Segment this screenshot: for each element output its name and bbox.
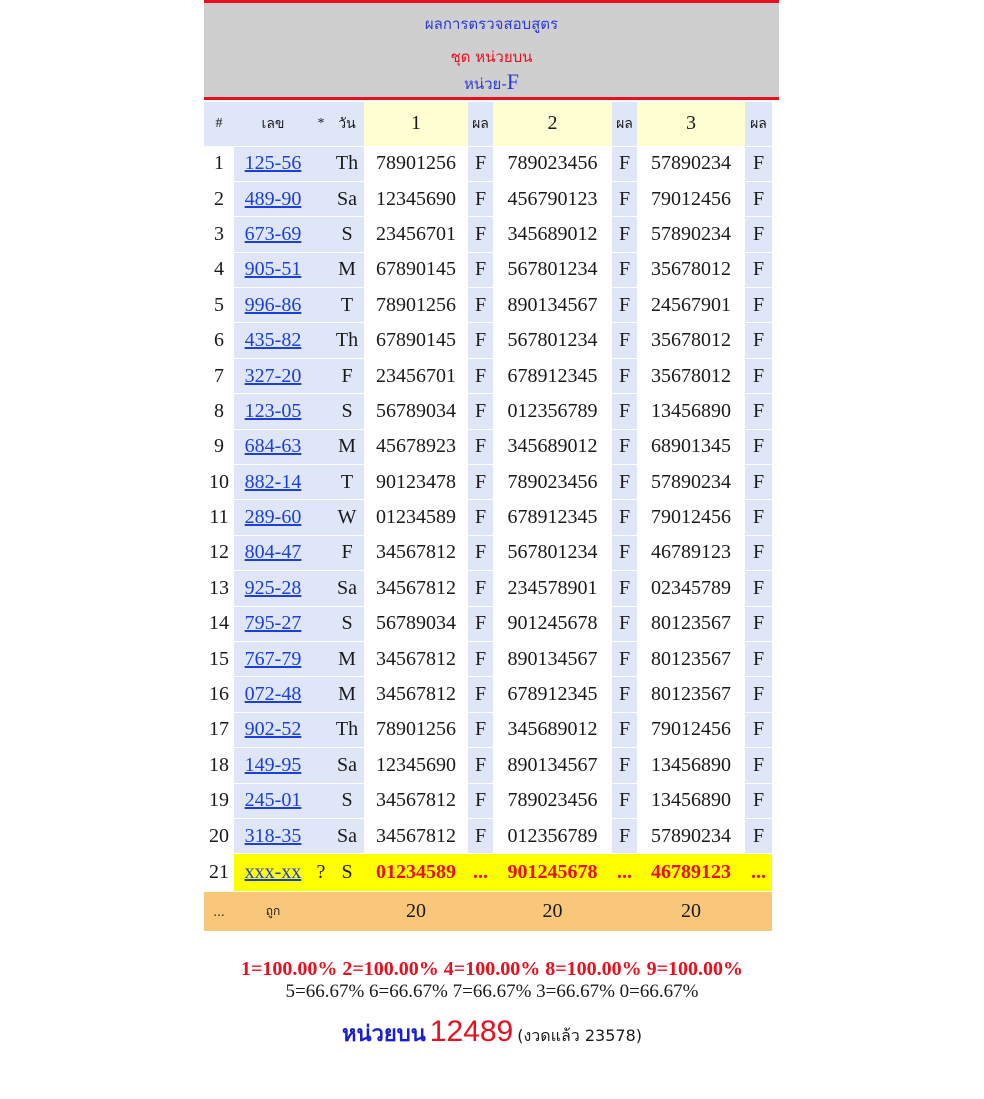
- previous-draw: (งวดแล้ว 23578): [517, 1026, 642, 1045]
- row-result-1: F: [468, 677, 493, 712]
- row-result-3: F: [745, 146, 772, 181]
- row-set-1: 23456701: [364, 358, 468, 393]
- row-set-2: 012356789: [493, 394, 612, 429]
- row-result-1: F: [468, 783, 493, 818]
- row-star: [312, 394, 330, 429]
- row-star: [312, 181, 330, 216]
- row-number: [234, 429, 312, 464]
- row-set-2: 678912345: [493, 358, 612, 393]
- row-day: S: [330, 217, 364, 252]
- table-row: [204, 394, 772, 429]
- table-row: [204, 712, 772, 747]
- row-star: [312, 465, 330, 500]
- number-link[interactable]: 149-95: [244, 753, 302, 776]
- row-result-2: F: [612, 217, 637, 252]
- number-link[interactable]: 123-05: [244, 399, 302, 422]
- row-result-3: ...: [745, 854, 772, 892]
- hit-rate-secondary: 5=66.67% 6=66.67% 7=66.67% 3=66.67% 0=66.67%: [285, 981, 699, 1002]
- row-index: 7: [204, 358, 234, 393]
- row-set-1: 78901256: [364, 288, 468, 323]
- number-link[interactable]: 795-27: [244, 612, 302, 635]
- row-result-2: ...: [612, 854, 637, 892]
- row-result-2: F: [612, 252, 637, 287]
- table-header-row: [204, 102, 772, 146]
- row-star: [312, 217, 330, 252]
- row-index: 15: [204, 641, 234, 676]
- row-day: T: [330, 288, 364, 323]
- unit-result: [0, 1015, 984, 1051]
- row-day: S: [330, 606, 364, 641]
- row-set-3: 35678012: [637, 323, 745, 358]
- row-index: 12: [204, 535, 234, 570]
- row-day: Sa: [330, 571, 364, 606]
- col-header-index: #: [204, 102, 234, 146]
- row-set-3: 13456890: [637, 783, 745, 818]
- row-result-1: F: [468, 748, 493, 783]
- row-day: S: [330, 854, 364, 892]
- row-result-3: F: [745, 217, 772, 252]
- results-table: [204, 102, 772, 932]
- row-set-2: 678912345: [493, 500, 612, 535]
- row-result-1: F: [468, 606, 493, 641]
- row-set-1: 34567812: [364, 641, 468, 676]
- number-link[interactable]: 318-35: [244, 824, 302, 847]
- row-set-3: 68901345: [637, 429, 745, 464]
- totals-row: [204, 892, 772, 932]
- row-set-1: 34567812: [364, 677, 468, 712]
- row-result-2: F: [612, 500, 637, 535]
- row-star: [312, 748, 330, 783]
- number-link[interactable]: 905-51: [244, 258, 302, 281]
- row-result-1: ...: [468, 854, 493, 892]
- row-day: Th: [330, 712, 364, 747]
- row-result-2: F: [612, 429, 637, 464]
- row-result-3: F: [745, 500, 772, 535]
- row-index: 4: [204, 252, 234, 287]
- row-set-3: 24567901: [637, 288, 745, 323]
- col-header-day: วัน: [330, 102, 364, 146]
- row-index: 10: [204, 465, 234, 500]
- row-result-1: F: [468, 146, 493, 181]
- row-set-1: 56789034: [364, 606, 468, 641]
- row-result-2: F: [612, 818, 637, 853]
- row-result-2: F: [612, 748, 637, 783]
- row-set-2: 234578901: [493, 571, 612, 606]
- header-panel: [204, 0, 779, 100]
- table-row: [204, 146, 772, 181]
- row-index: 9: [204, 429, 234, 464]
- row-set-1: 01234589: [364, 854, 468, 892]
- table-row: [204, 181, 772, 216]
- table-row: [204, 606, 772, 641]
- row-result-2: F: [612, 465, 637, 500]
- row-result-2: F: [612, 712, 637, 747]
- row-result-2: F: [612, 535, 637, 570]
- row-set-3: 35678012: [637, 358, 745, 393]
- row-result-1: F: [468, 500, 493, 535]
- row-star: [312, 606, 330, 641]
- totals-blank: [330, 892, 364, 932]
- col-header-set-3: 3: [637, 102, 745, 146]
- totals-blank: [612, 892, 637, 932]
- row-number: [234, 606, 312, 641]
- row-result-2: F: [612, 606, 637, 641]
- row-day: M: [330, 252, 364, 287]
- row-result-2: F: [612, 358, 637, 393]
- row-number: [234, 677, 312, 712]
- row-number: [234, 641, 312, 676]
- totals-set-3: 20: [637, 892, 745, 932]
- row-set-1: 23456701: [364, 217, 468, 252]
- table-row: [204, 500, 772, 535]
- row-set-3: 57890234: [637, 465, 745, 500]
- row-set-2: 567801234: [493, 323, 612, 358]
- row-set-2: 901245678: [493, 606, 612, 641]
- row-number: [234, 358, 312, 393]
- row-number: [234, 854, 312, 892]
- row-day: T: [330, 465, 364, 500]
- row-result-2: F: [612, 323, 637, 358]
- row-star: [312, 252, 330, 287]
- row-set-1: 56789034: [364, 394, 468, 429]
- row-set-1: 34567812: [364, 783, 468, 818]
- table-row: [204, 783, 772, 818]
- row-star: [312, 818, 330, 853]
- row-number: [234, 394, 312, 429]
- row-index: 11: [204, 500, 234, 535]
- col-header-result-2: ผล: [612, 102, 637, 146]
- row-star: [312, 641, 330, 676]
- row-result-2: F: [612, 641, 637, 676]
- number-link[interactable]: 996-86: [244, 293, 302, 316]
- col-header-set-1: 1: [364, 102, 468, 146]
- number-link[interactable]: 327-20: [244, 364, 302, 387]
- row-result-2: F: [612, 288, 637, 323]
- col-header-star: *: [312, 102, 330, 146]
- row-set-3: 57890234: [637, 818, 745, 853]
- table-row: [204, 217, 772, 252]
- row-result-1: F: [468, 252, 493, 287]
- row-result-3: F: [745, 641, 772, 676]
- row-number: [234, 323, 312, 358]
- row-day: W: [330, 500, 364, 535]
- col-header-set-2: 2: [493, 102, 612, 146]
- row-index: 1: [204, 146, 234, 181]
- row-result-1: F: [468, 429, 493, 464]
- row-set-3: 80123567: [637, 677, 745, 712]
- unit-heading: [204, 67, 779, 96]
- row-day: M: [330, 429, 364, 464]
- row-result-1: F: [468, 465, 493, 500]
- row-set-2: 567801234: [493, 252, 612, 287]
- row-result-3: F: [745, 818, 772, 853]
- row-result-2: F: [612, 783, 637, 818]
- row-day: Sa: [330, 818, 364, 853]
- col-header-number: เลข: [234, 102, 312, 146]
- row-result-2: F: [612, 677, 637, 712]
- row-set-2: 890134567: [493, 748, 612, 783]
- row-result-1: F: [468, 394, 493, 429]
- row-index: 14: [204, 606, 234, 641]
- row-result-3: F: [745, 252, 772, 287]
- row-number: [234, 181, 312, 216]
- row-result-3: F: [745, 677, 772, 712]
- table-row: [204, 358, 772, 393]
- row-set-2: 345689012: [493, 429, 612, 464]
- row-star: [312, 429, 330, 464]
- unit-prefix: หน่วย-: [463, 75, 507, 93]
- row-result-1: F: [468, 323, 493, 358]
- row-result-3: F: [745, 429, 772, 464]
- row-result-3: F: [745, 606, 772, 641]
- totals-index: ...: [204, 892, 234, 932]
- row-set-2: 789023456: [493, 465, 612, 500]
- row-result-1: F: [468, 358, 493, 393]
- row-index: 20: [204, 818, 234, 853]
- row-number: [234, 217, 312, 252]
- row-set-1: 34567812: [364, 571, 468, 606]
- row-set-3: 13456890: [637, 394, 745, 429]
- row-result-1: F: [468, 535, 493, 570]
- row-star: [312, 677, 330, 712]
- row-result-1: F: [468, 571, 493, 606]
- row-day: Sa: [330, 181, 364, 216]
- row-number: [234, 535, 312, 570]
- row-result-2: F: [612, 181, 637, 216]
- number-link[interactable]: 673-69: [244, 222, 302, 245]
- row-star: ?: [312, 854, 330, 892]
- row-star: [312, 146, 330, 181]
- row-set-2: 789023456: [493, 146, 612, 181]
- table-row: [204, 641, 772, 676]
- row-set-1: 34567812: [364, 535, 468, 570]
- row-set-1: 34567812: [364, 818, 468, 853]
- number-link[interactable]: 684-63: [244, 435, 302, 458]
- row-number: [234, 288, 312, 323]
- row-day: Th: [330, 146, 364, 181]
- row-set-1: 01234589: [364, 500, 468, 535]
- set-label: ชุด หน่วยบน: [450, 48, 533, 66]
- row-star: [312, 358, 330, 393]
- row-day: F: [330, 535, 364, 570]
- row-set-2: 567801234: [493, 535, 612, 570]
- totals-set-1: 20: [364, 892, 468, 932]
- row-index: 16: [204, 677, 234, 712]
- totals-blank: [745, 892, 772, 932]
- row-set-1: 67890145: [364, 323, 468, 358]
- row-result-1: F: [468, 641, 493, 676]
- row-day: Sa: [330, 748, 364, 783]
- row-star: [312, 571, 330, 606]
- row-result-3: F: [745, 358, 772, 393]
- row-day: F: [330, 358, 364, 393]
- row-result-1: F: [468, 712, 493, 747]
- table-row: [204, 288, 772, 323]
- table-row: [204, 535, 772, 570]
- row-result-3: F: [745, 535, 772, 570]
- number-link[interactable]: 767-79: [244, 647, 302, 670]
- totals-blank: [312, 892, 330, 932]
- row-index: 17: [204, 712, 234, 747]
- row-day: M: [330, 641, 364, 676]
- row-index: 3: [204, 217, 234, 252]
- row-result-3: F: [745, 288, 772, 323]
- number-link[interactable]: 804-47: [244, 541, 302, 564]
- row-number: [234, 252, 312, 287]
- row-number: [234, 712, 312, 747]
- row-number: [234, 748, 312, 783]
- number-link[interactable]: 489-90: [244, 187, 302, 210]
- row-result-1: F: [468, 181, 493, 216]
- row-star: [312, 783, 330, 818]
- number-link[interactable]: xxx-xx: [244, 861, 302, 884]
- row-day: S: [330, 783, 364, 818]
- row-set-2: 678912345: [493, 677, 612, 712]
- row-set-1: 12345690: [364, 181, 468, 216]
- number-link[interactable]: 925-28: [244, 576, 302, 599]
- row-index: 6: [204, 323, 234, 358]
- row-result-3: F: [745, 571, 772, 606]
- table-row: [204, 465, 772, 500]
- row-result-3: F: [745, 465, 772, 500]
- row-result-2: F: [612, 571, 637, 606]
- row-day: Th: [330, 323, 364, 358]
- row-set-1: 78901256: [364, 146, 468, 181]
- row-day: S: [330, 394, 364, 429]
- number-link[interactable]: 435-82: [244, 329, 302, 352]
- row-set-1: 78901256: [364, 712, 468, 747]
- row-set-2: 456790123: [493, 181, 612, 216]
- row-star: [312, 535, 330, 570]
- row-index: 21: [204, 854, 234, 892]
- row-result-1: F: [468, 818, 493, 853]
- totals-label: ถูก: [234, 892, 312, 932]
- row-set-3: 46789123: [637, 535, 745, 570]
- table-row: [204, 748, 772, 783]
- row-index: 8: [204, 394, 234, 429]
- row-result-3: F: [745, 181, 772, 216]
- col-header-result-3: ผล: [745, 102, 772, 146]
- row-number: [234, 500, 312, 535]
- row-result-2: F: [612, 394, 637, 429]
- row-result-2: F: [612, 146, 637, 181]
- results-panel: [204, 0, 779, 932]
- row-set-1: 12345690: [364, 748, 468, 783]
- row-index: 2: [204, 181, 234, 216]
- row-index: 18: [204, 748, 234, 783]
- row-set-3: 02345789: [637, 571, 745, 606]
- number-link[interactable]: 289-60: [244, 506, 302, 529]
- unit-value: F: [506, 69, 520, 94]
- row-set-3: 79012456: [637, 712, 745, 747]
- row-set-3: 79012456: [637, 500, 745, 535]
- row-result-1: F: [468, 288, 493, 323]
- row-set-3: 57890234: [637, 146, 745, 181]
- row-result-3: F: [745, 748, 772, 783]
- unit-result-value: 12489: [429, 1015, 514, 1048]
- row-number: [234, 571, 312, 606]
- row-index: 19: [204, 783, 234, 818]
- table-row: [204, 429, 772, 464]
- row-day: M: [330, 677, 364, 712]
- table-row: [204, 571, 772, 606]
- row-number: [234, 146, 312, 181]
- row-set-3: 79012456: [637, 181, 745, 216]
- table-row: [204, 323, 772, 358]
- row-index: 5: [204, 288, 234, 323]
- row-set-3: 46789123: [637, 854, 745, 892]
- row-set-3: 80123567: [637, 641, 745, 676]
- row-index: 13: [204, 571, 234, 606]
- row-set-1: 67890145: [364, 252, 468, 287]
- number-link[interactable]: 902-52: [244, 718, 302, 741]
- number-link[interactable]: 125-56: [244, 152, 302, 175]
- totals-blank: [468, 892, 493, 932]
- row-result-3: F: [745, 394, 772, 429]
- row-set-2: 789023456: [493, 783, 612, 818]
- row-set-2: 901245678: [493, 854, 612, 892]
- col-header-result-1: ผล: [468, 102, 493, 146]
- table-row: [204, 252, 772, 287]
- row-set-3: 35678012: [637, 252, 745, 287]
- row-star: [312, 323, 330, 358]
- row-number: [234, 465, 312, 500]
- row-result-3: F: [745, 323, 772, 358]
- hit-rate-primary: 1=100.00% 2=100.00% 4=100.00% 8=100.00% 9=100.00%: [241, 958, 743, 980]
- row-number: [234, 818, 312, 853]
- row-star: [312, 500, 330, 535]
- totals-set-2: 20: [493, 892, 612, 932]
- row-result-3: F: [745, 712, 772, 747]
- row-result-3: F: [745, 783, 772, 818]
- row-result-1: F: [468, 217, 493, 252]
- summary-panel: [0, 958, 984, 1051]
- row-set-3: 80123567: [637, 606, 745, 641]
- row-set-2: 345689012: [493, 712, 612, 747]
- row-number: [234, 783, 312, 818]
- row-star: [312, 712, 330, 747]
- row-set-2: 890134567: [493, 641, 612, 676]
- row-set-1: 90123478: [364, 465, 468, 500]
- page-title: ผลการตรวจสอบสูตร: [424, 15, 559, 33]
- table-row: [204, 818, 772, 853]
- prediction-row: [204, 854, 772, 892]
- row-set-2: 345689012: [493, 217, 612, 252]
- number-link[interactable]: 882-14: [244, 470, 302, 493]
- number-link[interactable]: 245-01: [244, 789, 302, 812]
- row-star: [312, 288, 330, 323]
- row-set-3: 57890234: [637, 217, 745, 252]
- row-set-1: 45678923: [364, 429, 468, 464]
- number-link[interactable]: 072-48: [244, 683, 302, 706]
- row-set-2: 012356789: [493, 818, 612, 853]
- row-set-3: 13456890: [637, 748, 745, 783]
- row-set-2: 890134567: [493, 288, 612, 323]
- table-row: [204, 677, 772, 712]
- unit-result-label: หน่วยบน: [342, 1022, 426, 1047]
